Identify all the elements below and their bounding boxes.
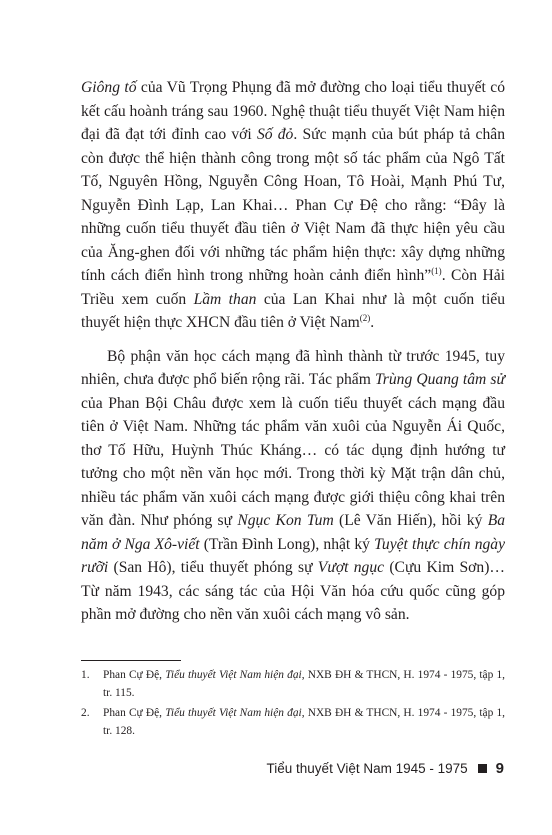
running-footer xyxy=(267,760,504,777)
footnote-author: Phan Cự Đệ, xyxy=(103,707,166,719)
book-title-trung-quang-tam-su: Trùng Quang tâm sử xyxy=(374,371,505,388)
book-title-so-do: Số đỏ xyxy=(256,126,294,143)
book-title-ba-nam-o-nga: Ba năm ở Nga Xô-viết xyxy=(81,512,506,553)
running-title: Tiểu thuyết Việt Nam 1945 - 1975 xyxy=(266,761,468,776)
page-number: 9 xyxy=(495,760,504,777)
footnote-number: 1. xyxy=(81,669,90,681)
body-text xyxy=(81,76,505,627)
text-run: (Trần Đình Long), nhật ký xyxy=(199,535,375,553)
footnote-ref-2[interactable]: (2) xyxy=(359,312,371,323)
footnote-citation: , NXB ĐH & THCN, H. 1974 - 1975, tập 1, tr. 128. xyxy=(103,707,506,737)
footnote-author: Phan Cự Đệ, xyxy=(103,669,166,681)
footnote-2 xyxy=(81,705,505,740)
text-run: (San Hô), tiểu thuyết phóng sự xyxy=(108,559,318,576)
book-title-nguc-kon-tum: Ngục Kon Tum xyxy=(237,512,334,529)
text-run: . Còn Hải Triều xem cuốn xyxy=(81,267,505,308)
footnote-book-title: Tiểu thuyết Việt Nam hiện đại xyxy=(165,707,302,719)
text-run: (Cựu Kim Sơn)… Từ năm 1943, các sáng tác của Hội Văn hóa cứu quốc cũng góp phần mở đường cho nền văn xuôi cách mạng vô sản. xyxy=(81,559,505,623)
text-run: của Lan Khai như là một cuốn tiểu thuyết hiện thực XHCN đầu tiên ở Việt Nam xyxy=(81,290,506,331)
paragraph-1 xyxy=(81,76,505,335)
square-bullet-icon xyxy=(478,764,487,773)
paragraph-2 xyxy=(81,345,505,627)
text-run: của Phan Bội Châu được xem là cuốn tiểu thuyết cách mạng đầu tiên ở Việt Nam. Những tác phẩm văn xuôi của Nguyễn Ái Quốc, thơ Tố Hữu, Huỳnh Thúc Kháng… có tác dụng định hướng tư tưởng cho một nền văn học mới. Trong thời kỳ Mặt trận dân chủ, nhiều tác phẩm văn xuôi cách mạng được giới thiệu công khai trên văn đàn. Như phóng sự xyxy=(81,394,505,529)
footnote-book-title: Tiểu thuyết Việt Nam hiện đại xyxy=(165,669,302,681)
book-title-vuot-nguc: Vượt ngục xyxy=(317,559,385,576)
footnote-number: 2. xyxy=(81,707,90,719)
footnote-1 xyxy=(81,667,505,702)
text-run: của Vũ Trọng Phụng đã mở đường cho loại tiểu thuyết có kết cấu hoành tráng sau 1960. Nghệ thuật tiểu thuyết Việt Nam hiện đại đã đạt tới đỉnh cao với xyxy=(81,79,505,143)
footnote-citation: , NXB ĐH & THCN, H. 1974 - 1975, tập 1, tr. 115. xyxy=(103,669,506,699)
footnote-ref-1[interactable]: (1) xyxy=(431,265,442,276)
text-run: (Lê Văn Hiến), hồi ký xyxy=(333,512,488,529)
footnote-divider xyxy=(81,660,181,661)
book-title-tuyet-thuc: Tuyệt thực chín ngày rưỡi xyxy=(81,535,506,576)
text-run: . Sức mạnh của bút pháp tả chân còn được thể hiện thành công trong một số tác phẩm của Ngô Tất Tố, Nguyên Hồng, Nguyễn Công Hoan, Tô Hoài, Mạnh Phú Tư, Nguyễn Đình Lạp, Lan Khai… Phan Cự Đệ cho rằng: “Đây là những cuốn tiểu thuyết đầu tiên ở Việt Nam đã thực hiện yêu cầu của Ăng-ghen đối với những tác phẩm hiện thực: xây dựng những tính cách điển hình trong những hoàn cảnh điển hình” xyxy=(81,126,505,284)
text-run: . xyxy=(370,314,375,331)
footnotes xyxy=(81,667,505,743)
text-run: Bộ phận văn học cách mạng đã hình thành từ trước 1945, tuy nhiên, chưa được phổ biến rộng rãi. Tác phẩm xyxy=(81,347,505,388)
book-title-giong-to: Giông tố xyxy=(81,79,137,96)
book-title-lam-than: Lầm than xyxy=(193,290,257,308)
